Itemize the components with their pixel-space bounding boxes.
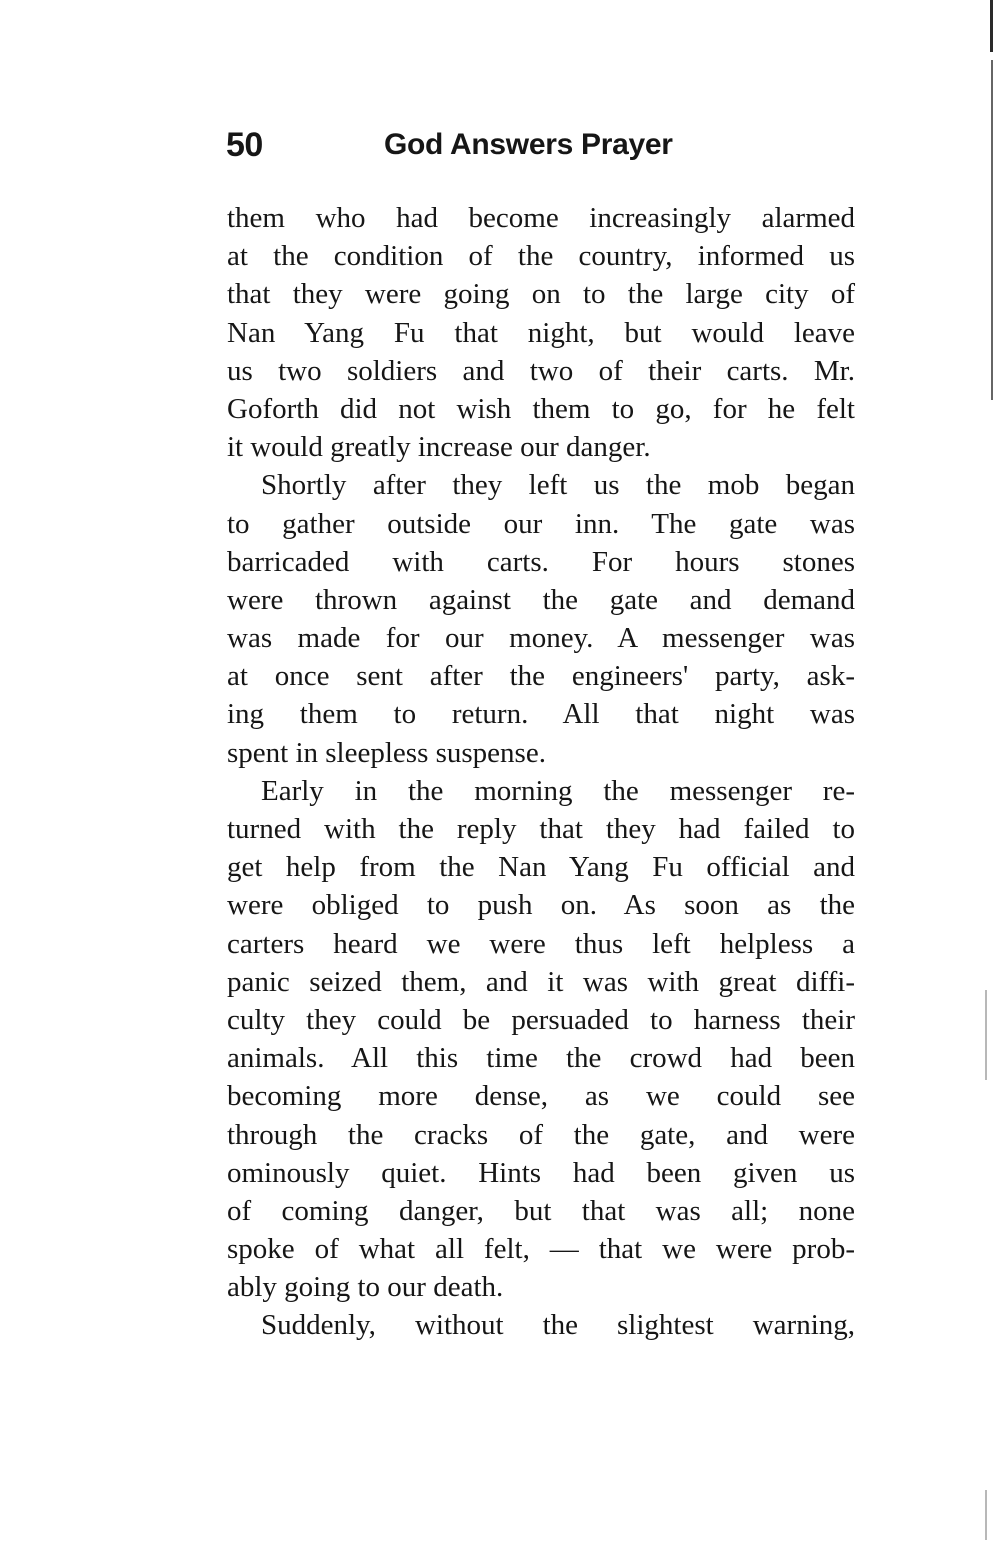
text-line: culty they could be persuaded to harness their xyxy=(227,1003,855,1036)
running-title: God Answers Prayer xyxy=(384,128,673,161)
text-line: were obliged to push on. As soon as the xyxy=(227,889,855,922)
text-line: Early in the morning the messenger re- xyxy=(261,774,855,807)
text-line: Nan Yang Fu that night, but would leave xyxy=(227,316,855,349)
text-line: at the condition of the country, informed us xyxy=(227,240,855,273)
text-line: were thrown against the gate and demand xyxy=(227,583,855,616)
text-line: to gather outside our inn. The gate was xyxy=(227,507,855,540)
text-line: was made for our money. A messenger was xyxy=(227,622,855,655)
text-line: that they were going on to the large city of xyxy=(227,278,855,311)
body-text xyxy=(227,199,855,1345)
text-line: ing them to return. All that night was xyxy=(227,698,855,731)
text-line: turned with the reply that they had failed to xyxy=(227,813,855,845)
text-line: get help from the Nan Yang Fu official and xyxy=(227,851,855,884)
text-line: spent in sleepless suspense. xyxy=(227,736,546,769)
text-line: panic seized them, and it was with great diffi- xyxy=(227,965,855,998)
page-edge-shadow xyxy=(990,0,993,52)
text-line: barricaded with carts. For hours stones xyxy=(227,545,855,578)
text-line: at once sent after the engineers' party, ask- xyxy=(227,660,855,693)
text-line: Suddenly, without the slightest warning, xyxy=(261,1309,855,1342)
text-line: them who had become increasingly alarmed xyxy=(227,202,855,234)
page-edge-shadow xyxy=(991,60,993,400)
scan-speck xyxy=(985,1490,987,1540)
text-line: Goforth did not wish them to go, for he felt xyxy=(227,392,855,425)
page-number: 50 xyxy=(226,126,263,164)
page-header xyxy=(226,122,856,172)
text-line: it would greatly increase our danger. xyxy=(227,431,651,464)
scan-speck xyxy=(985,990,987,1080)
text-line: spoke of what all felt, — that we were prob- xyxy=(227,1233,855,1266)
text-line: us two soldiers and two of their carts. Mr. xyxy=(227,354,855,387)
text-line: through the cracks of the gate, and were xyxy=(227,1118,855,1151)
text-line: carters heard we were thus left helpless a xyxy=(227,927,855,960)
text-line: animals. All this time the crowd had been xyxy=(227,1042,855,1075)
text-line: ably going to our death. xyxy=(227,1271,504,1304)
text-line: ominously quiet. Hints had been given us xyxy=(227,1156,855,1189)
text-line: of coming danger, but that was all; none xyxy=(227,1194,855,1227)
text-line: becoming more dense, as we could see xyxy=(227,1080,855,1113)
text-line: Shortly after they left us the mob began xyxy=(261,469,855,502)
